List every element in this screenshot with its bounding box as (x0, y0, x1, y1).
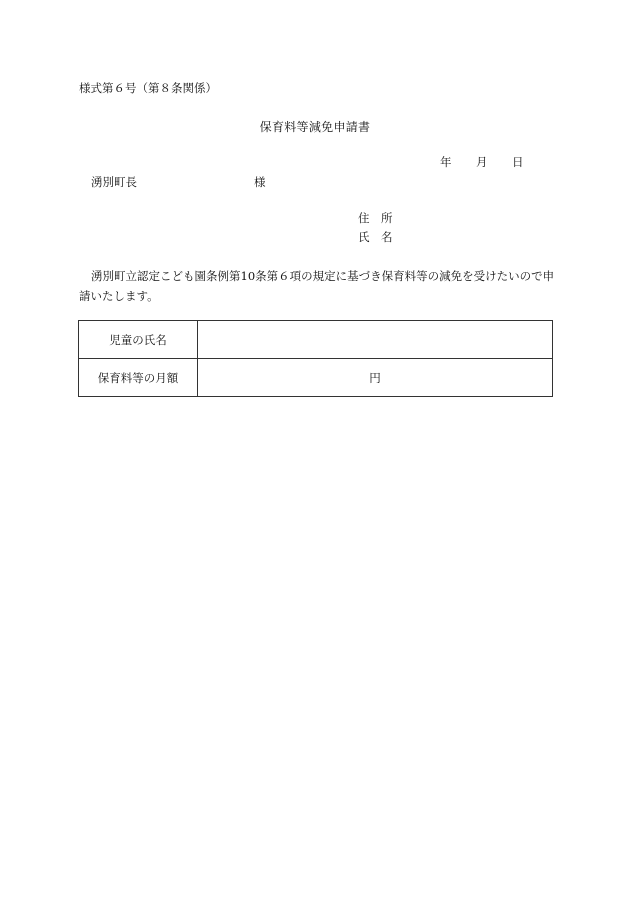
table-row (79, 359, 553, 397)
monthly-fee-label: 保育料等の月額 (79, 359, 198, 397)
date-year-label: 年 (440, 155, 452, 169)
info-table (78, 320, 553, 397)
date-month-label: 月 (476, 155, 488, 169)
table-row (79, 321, 553, 359)
body-text: 湧別町立認定こども園条例第10条第６項の規定に基づき保育料等の減免を受けたいので申請いたします。 (79, 269, 555, 303)
document-title: 保育料等減免申請書 (259, 120, 371, 134)
addressee: 湧別町長 (91, 175, 137, 189)
form-number: 様式第６号（第８条関係） (79, 81, 217, 95)
applicant-name-label: 氏 名 (358, 230, 393, 244)
child-name-label: 児童の氏名 (79, 321, 198, 359)
date-day-label: 日 (512, 155, 524, 169)
honorific: 様 (254, 175, 266, 189)
monthly-fee-field[interactable]: 円 (198, 359, 553, 397)
applicant-address-label: 住 所 (358, 211, 393, 225)
date-line (440, 157, 524, 169)
child-name-field[interactable] (198, 321, 553, 359)
